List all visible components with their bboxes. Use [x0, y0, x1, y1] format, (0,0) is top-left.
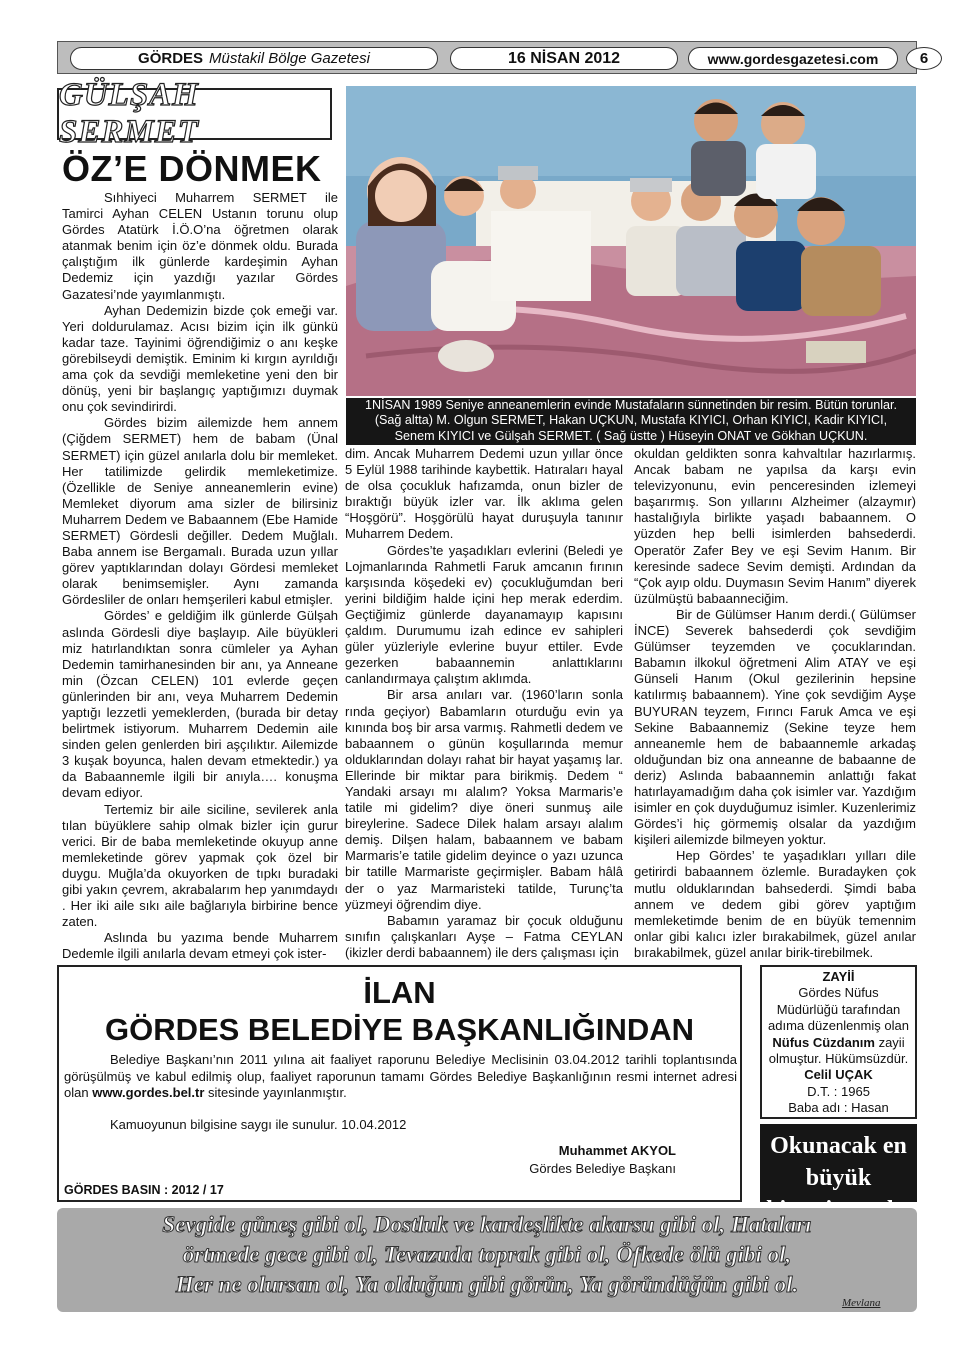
quote-line: örtmede gece gibi ol, Tevazuda toprak gibi ol, Öfkede ölü gibi ol, — [182, 1242, 792, 1267]
paragraph: okuldan geldikten sonra kahvaltılar hazırlarmış. Ancak babam ne yapılsa da karşı evin televizyonunu, evin penceresinden izlemeyi başarırmış. Son yıllarını Alzheimer (alzaymır) hastalığıyla birlikte yaşadı babaannem. O yüzden hep belli isimlerden bahsederdi. Operatör Zafer Bey ve eşi Sevim Hanım. Bir keresinde sadece Sevim demişti. Ardından da “Çok ayıp oldu. Duymasın Sevim Hanım” diyerek üzülmüştü babaanneciğim. — [634, 446, 916, 606]
paper-name-pill — [70, 47, 438, 70]
photo-caption — [346, 398, 916, 445]
mevlana-quote — [57, 1210, 917, 1300]
paragraph: Gördes’ e geldiğim ilk günlerde Gülşah aslında Gördesli diye başlayıp. Aile büyükleri miz hatırlandıktan sonra cümleler ya Ayhan Dedemin tamirhanesinden bir anı, ya Anneane min (Özcan CELEN) 101 evlerde geçen günlerinden bir anı, veya Muharrem Dedemin yaptığı lezzetli yemeklerden, (burada bir detay belirtmek istiyorum. Muharrem Dedemin aile sinden gelen genlerden biri aşçılıktır. Ailemizde 3 kuşak boyunca, halen devam etmektedir.) ya da Babaannemle ilgili bir anıyla…. konuşma devam ediyor. — [62, 608, 338, 801]
press-code: GÖRDES BASIN : 2012 / 17 — [64, 1183, 224, 1197]
paragraph: Bir de Gülümser Hanım derdi.( Gülümser İNCE) Severek bahsederdi çok sevdiğim Gülümser teyzemden ve çocuklarından. Babamın ilkokul öğretmeni Alim ATAY ve eşi Günseli Hanım (Okul gezilerinin hepsine katılırmış babaannem). Yine çok sevdiğim Ayşe BUYURAN teyzem, Fırıncı Faruk Amca ve eşi Sekine Babaannemiz (Sekine teyze hem anneanemle hem de babaannemle arkadaş olduğundan biz ona anneanne de babaanne de deriz) Aslında babaannemin anlattığı fakat hatırlayamadığım daha çok isimler var. Yazdığım isimler en çok duyduğumuz isimler. Kuzenlerimiz Gördes’i hiç görmemiş olsalar da yazdığım kişileri ailemizde bilmeyen yoktur. — [634, 606, 916, 848]
paragraph: Tertemiz bir aile siciline, sevilerek anla tılan büyüklere sahip olmak bizler için gurur verici. Bir de baba memleketinde okuyup anne memleketinde görev yapmak çok özel bir duygu. Muğla’da okuyorken de tıpkı buradaki gibi yakın çevrem, akrabalarım hep yanımdaydı . Her iki aile sıkı aile bağlarıyla birbirine bence zaten. — [62, 801, 338, 930]
paper-name: GÖRDES — [138, 50, 204, 67]
paragraph: Gördes bizim ailemizde hem annem (Çiğdem SERMET) hem de babam (Ünal SERMET) için güzel anılarla dolu bir memleket. Her tatilimizde gelirdik memleketimize. (Özellikle de Seniye anneanemlerin evine) Memleket diyorum ama sizler de bilirsiniz Muharrem Dedem ve Babaannem (Ebe Hamide SERMET) Gördesli değiller. Dedem Muğlalı. Baba annem ise Bergamalı. Burada uzun yıllar görev yaptıklarından dolayı Gördesi memleket olarak benimsemişler. Aynı zamanda Gördesliler de onları hemşerileri kabul etmişler. — [62, 415, 338, 608]
notice-line: olmuştur. Hükümsüzdür. — [768, 1051, 909, 1067]
newspaper-header — [57, 41, 929, 74]
paragraph: Aslında bu yazıma bende Muharrem Dedemle ilgili anılarla devam etmeyi çok ister- — [62, 930, 338, 962]
announcement-title: İLAN — [363, 975, 436, 1010]
article-column-2 — [345, 446, 623, 961]
notice-document: Nüfus Cüzdanım — [772, 1034, 875, 1050]
quote-author: Mevlana — [842, 1297, 881, 1309]
photo-illustration — [346, 86, 916, 396]
announcement-text: sitesinde yayınlanmıştır. — [208, 1085, 347, 1100]
caption-line: Senem KIYICI ve Gülşah SERMET. ( Sağ üstte ) Hüseyin ONAT ve Gökhan UÇKUN. — [394, 428, 868, 443]
announcement-signer: Muhammet AKYOL — [558, 1143, 676, 1158]
notice-line: adıma düzenlenmiş olan — [768, 1018, 909, 1034]
notice-line: Müdürlüğü tarafından — [776, 1001, 901, 1017]
announcement-signer-title: Gördes Belediye Başkanı — [529, 1161, 676, 1176]
website-link[interactable]: www.gordesgazetesi.com — [688, 47, 898, 70]
issue-date: 16 NİSAN 2012 — [450, 47, 678, 70]
notice-father: Baba adı : Hasan — [788, 1100, 889, 1116]
announcement-greeting: Kamuoyunun bilgisine saygı ile sunulur. 10.04.2012 — [110, 1117, 407, 1132]
announcement-body — [64, 1052, 737, 1102]
notice-line: zayii — [878, 1034, 905, 1050]
notice-title: ZAYİİ — [822, 969, 855, 984]
announcement-organization: GÖRDES BELEDİYE BAŞKANLIĞINDAN — [104, 1012, 695, 1047]
notice-line: Gördes Nüfus — [798, 985, 879, 1001]
book-slogan-box — [760, 1124, 917, 1202]
family-photo — [346, 86, 916, 396]
caption-line: (Sağ altta) M. Olgun SERMET, Hakan UÇKUN, Mustafa KIYICI, Orhan KIYICI, Kadir KIYICI, — [374, 413, 888, 428]
quote-line: Her ne olursan ol, Ya olduğun gibi görün, Ya göründüğün gibi ol. — [175, 1272, 799, 1297]
notice-name: Celil UÇAK — [804, 1067, 873, 1083]
author-box — [57, 77, 332, 150]
paragraph: Sıhhiyeci Muharrem SERMET ile Tamirci Ayhan CELEN Ustanın torunu olup Gördes Atatürk İ.Ö.O’na öğretmen olarak atanmak benim için öz’e dönmek oldu. Burada çalıştığım ilk günlerde kardeşimin Ayhan Dedemiz için yazdığı yazılar Gördes Gazatesi’nde yayımlanmıştı. — [62, 190, 338, 302]
announcement-text: Belediye Başkanı’nın 2011 yılına ait faaliyet raporunu Belediye Meclisinin 03.04.2012 tarihli toplantısında görüşülmüş ve kabul edilmiş olup, faaliyet raporunun tamamı Gördes Belediye Başkanlığının resmi internet adresi olan — [64, 1052, 737, 1100]
municipality-url[interactable]: www.gordes.bel.tr — [92, 1085, 205, 1100]
article-headline: ÖZ’E DÖNMEK — [62, 148, 322, 189]
caption-line: 1NİSAN 1989 Seniye anneanemlerin evinde Mustafaların sünnetinden bir resim. Bütün torunlar. — [364, 398, 898, 412]
article-column-1 — [62, 190, 338, 963]
paragraph: Gördes’te yaşadıkları evlerini (Beledi ye Lojmanlarında Rahmetli Faruk amcanın fırının karşısında köşedeki ev) çocukluğumdan beri yerini bildiğim halde içini hep merak ederdim. Geçtiğimiz günlerde dayanamayıp kapısını çaldım. Durumumu izah edince ev sahipleri güler yüzleriyle evlerine buyur ettiler. Evde gezerken babaannemin anlattıklarını canlandırmaya çalıştım aklımda. — [345, 542, 623, 687]
paragraph: Babamın yaramaz bir çocuk olduğunu sınıfın çalışkanları Ayşe – Fatma CEYLAN (ikizler derdi babaannem) ile ders çalışması için — [345, 912, 623, 960]
paper-subtitle: Müstakil Bölge Gazetesi — [209, 50, 370, 67]
slogan-line: Okunacak en büyük — [770, 1133, 907, 1191]
author-name: GÜLŞAH SERMET — [59, 77, 199, 150]
paragraph: Ayhan Dedemizin bizde çok emeği var. Yeri doldurulamaz. Acısı bizim için ilk günkü kadar taze. Tayinimi öğrendiğimiz o anı keşke görebilseydi demiştik. Eminim ki kırgın ayrıldığı ama çok da sevdiği memleketine yeni den bir dönüş, yeni bir başlangıç yaptığımızı duymak onu çok sevindirirdi. — [62, 302, 338, 415]
page-number: 6 — [906, 47, 942, 70]
paragraph: Hep Gördes’ te yaşadıkları yılları dile getirirdi babaannem özlemle. Buradayken çok mutlu olduklarından bahsederdi. Şimdi baba annem ve dedem gibi görev yaptığım memleketimde benim de en büyük temennim onlar gibi kalıcı izler bırakabilmek, güzel anılar bırakabilmek, güzel anılar birik-tirebilmek. — [634, 848, 916, 960]
lost-document-notice — [760, 965, 917, 1119]
paragraph: dim. Ancak Muharrem Dedemi uzun yıllar önce 5 Eylül 1988 tarihinde kaybettik. Hatıraları hayal de olsa çocukluk hafızamda, onun bizler de bıraktığı büyük izler var. İlk aklıma gelen “Hoşgörü”. Hoşgörülü hayat duruşuyla tanınır Muharrem Dedem. — [345, 446, 623, 542]
paragraph: Bir arsa anıları var. (1960’ların sonla rında geçiyor) Babamların oturduğu evin ya kınında boş bir arsa varmış. Rahmetli dedem ve babaannem o günün koşullarında memur olduklarından dolayı rahat bir hayat yaşamış lar. Ellerinde bir miktar para birikmiş. Dedem “ Yandaki arsayı mı alalım? Yoksa Marmaris’e tatile mi gidelim? diye öneri sunmuş aile bireylerine. Sadece Dilek halam arsayı alalım demiş. Dilşen halam, babaannem ve babam Marmaris’e tatile gidelim deyince o yazı uzunca bir tatille Marmariste geçirmişler. Babam hâlâ der o yaz Marmaristeki tatilde, Turunç’ta yüzmeyi öğrendim diye. — [345, 687, 623, 912]
quote-line: Sevgide güneş gibi ol, Dostluk ve kardeşlikte akarsu gibi ol, Hataları — [162, 1212, 812, 1237]
notice-birth: D.T. : 1965 — [807, 1083, 870, 1099]
article-column-3 — [634, 446, 916, 961]
